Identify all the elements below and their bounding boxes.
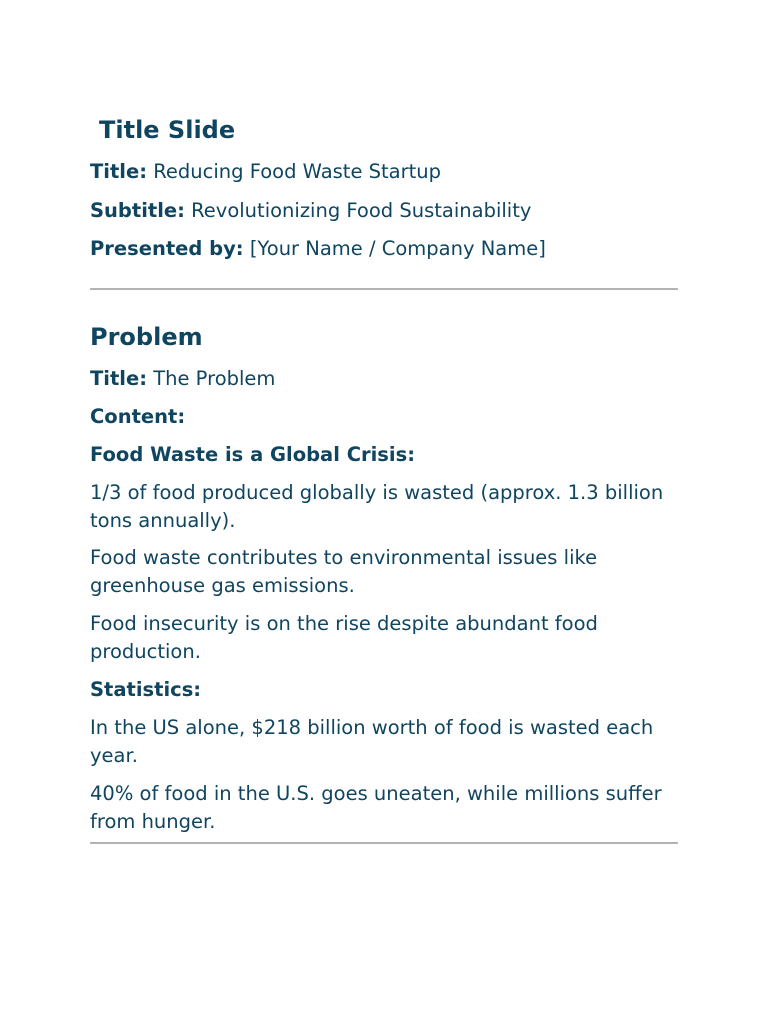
crisis-label-line — [90, 441, 678, 469]
problem-title-line — [90, 365, 678, 393]
problem-title-label: Title: — [90, 367, 148, 390]
presented-by-line — [90, 235, 678, 263]
title-line — [90, 158, 678, 186]
statistics-point: In the US alone, $218 billion worth of food is wasted each year. — [90, 716, 654, 767]
content-label-line — [90, 403, 678, 431]
problem-heading: Problem — [90, 323, 203, 351]
subtitle-line — [90, 197, 678, 225]
crisis-label: Food Waste is a Global Crisis: — [90, 443, 415, 466]
crisis-point: Food insecurity is on the rise despite abundant food production. — [90, 612, 598, 663]
problem-title-value: The Problem — [153, 367, 276, 390]
statistics-point: 40% of food in the U.S. goes uneaten, while millions suffer from hunger. — [90, 782, 662, 833]
section-divider — [90, 288, 678, 290]
subtitle-value: Revolutionizing Food Sustainability — [191, 199, 532, 222]
title-label: Title: — [90, 160, 148, 183]
subtitle-label: Subtitle: — [90, 199, 185, 222]
crisis-point: Food waste contributes to environmental issues like greenhouse gas emissions. — [90, 546, 598, 597]
crisis-point: 1/3 of food produced globally is wasted (approx. 1.3 billion tons annually). — [90, 481, 664, 532]
statistics-label: Statistics: — [90, 678, 202, 701]
section-divider-bottom — [90, 842, 678, 844]
title-slide-heading: Title Slide — [99, 116, 236, 144]
presented-by-label: Presented by: — [90, 237, 244, 260]
title-value: Reducing Food Waste Startup — [153, 160, 442, 183]
presented-by-value: [Your Name / Company Name] — [249, 237, 546, 260]
content-label: Content: — [90, 405, 186, 428]
statistics-label-line — [90, 676, 678, 704]
